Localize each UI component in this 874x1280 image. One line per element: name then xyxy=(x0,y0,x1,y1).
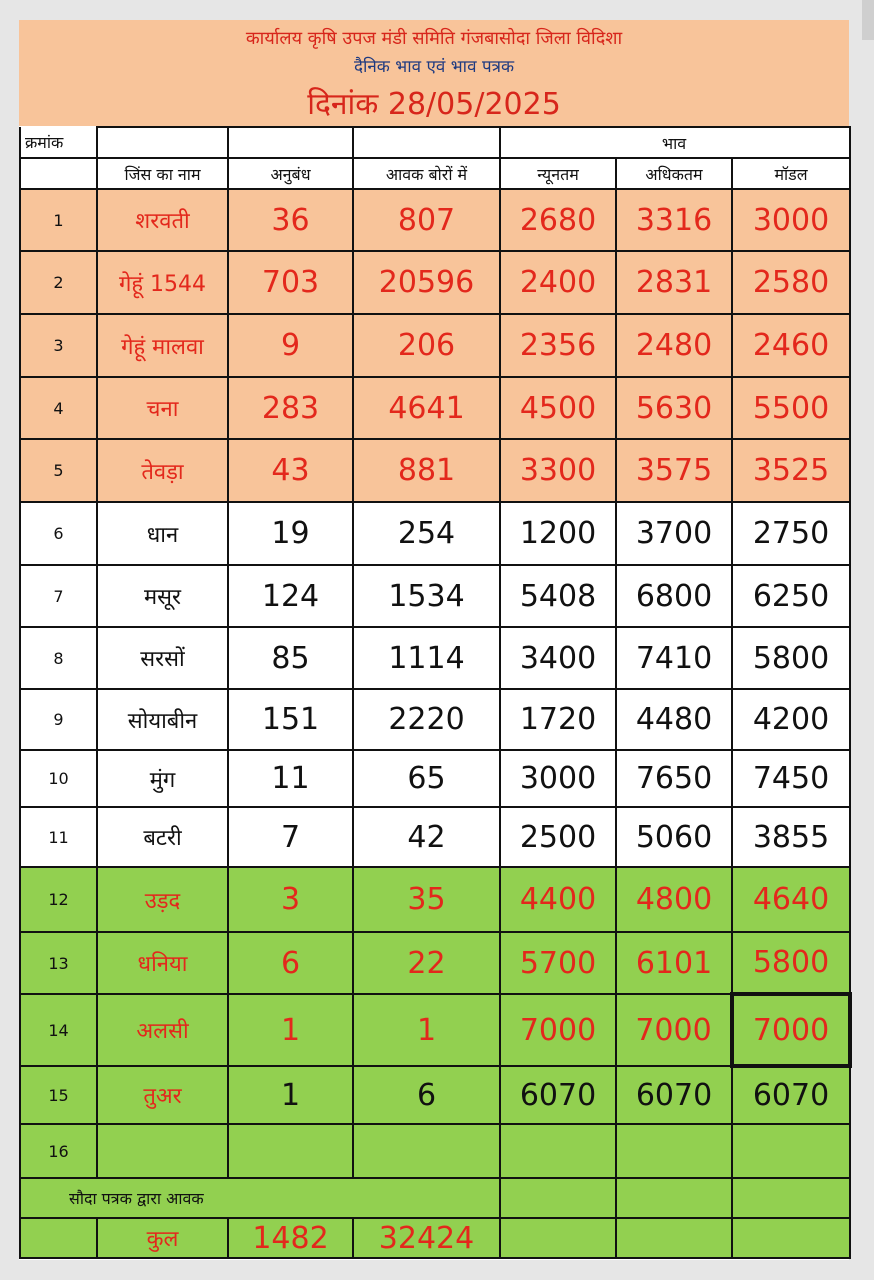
row-serial: 1 xyxy=(20,189,97,251)
empty-cell xyxy=(20,1218,97,1258)
row-contract: 6 xyxy=(228,932,353,994)
row-max-price: 2480 xyxy=(616,314,732,377)
table-row xyxy=(20,565,850,627)
selected-cell-modal-price[interactable]: 7000 xyxy=(732,994,850,1066)
row-modal-price: 2750 xyxy=(732,502,850,565)
row-crop-name: सरसों xyxy=(97,627,228,689)
row-crop-name: मुंग xyxy=(97,750,228,807)
row-contract: 19 xyxy=(228,502,353,565)
row-max-price: 5630 xyxy=(616,377,732,439)
row-max-price: 5060 xyxy=(616,807,732,867)
row-max-price: 4480 xyxy=(616,689,732,750)
empty-cell xyxy=(732,1178,850,1218)
row-crop-name: शरवती xyxy=(97,189,228,251)
row-max-price: 6101 xyxy=(616,932,732,994)
empty-cell xyxy=(353,1124,500,1178)
total-arrival: 32424 xyxy=(353,1218,500,1258)
row-min-price: 2500 xyxy=(500,807,616,867)
row-modal-price: 4200 xyxy=(732,689,850,750)
row-min-price: 7000 xyxy=(500,994,616,1066)
total-row xyxy=(20,1218,850,1258)
row-modal-price: 3000 xyxy=(732,189,850,251)
row-contract: 36 xyxy=(228,189,353,251)
empty-cell xyxy=(732,1124,850,1178)
row-serial: 9 xyxy=(20,689,97,750)
row-max-price: 3575 xyxy=(616,439,732,502)
row-contract: 151 xyxy=(228,689,353,750)
row-contract: 1 xyxy=(228,1066,353,1124)
row-contract: 124 xyxy=(228,565,353,627)
row-max-price: 7000 xyxy=(616,994,732,1066)
row-serial: 7 xyxy=(20,565,97,627)
header-blank xyxy=(97,127,228,158)
header-blank xyxy=(732,127,850,158)
row-arrival: 20596 xyxy=(353,251,500,314)
row-modal-price: 5800 xyxy=(732,932,850,994)
table-row xyxy=(20,251,850,314)
table-row xyxy=(20,377,850,439)
empty-cell xyxy=(500,1218,616,1258)
row-crop-name: तेवड़ा xyxy=(97,439,228,502)
row-contract: 7 xyxy=(228,807,353,867)
row-contract: 11 xyxy=(228,750,353,807)
empty-cell xyxy=(616,1178,732,1218)
row-contract: 283 xyxy=(228,377,353,439)
row-max-price: 3316 xyxy=(616,189,732,251)
row-min-price: 3300 xyxy=(500,439,616,502)
row-modal-price: 5800 xyxy=(732,627,850,689)
row-min-price: 5408 xyxy=(500,565,616,627)
row-crop-name: बटरी xyxy=(97,807,228,867)
row-arrival: 22 xyxy=(353,932,500,994)
row-modal-price: 6070 xyxy=(732,1066,850,1124)
row-arrival: 1 xyxy=(353,994,500,1066)
row-crop-name: सोयाबीन xyxy=(97,689,228,750)
col-crop-header: जिंस का नाम xyxy=(97,158,228,189)
header-blank xyxy=(228,127,353,158)
table-row xyxy=(20,627,850,689)
row-contract: 85 xyxy=(228,627,353,689)
empty-cell xyxy=(732,1218,850,1258)
sheet-subtitle: दैनिक भाव एवं भाव पत्रक xyxy=(353,57,515,77)
row-crop-name: अलसी xyxy=(97,994,228,1066)
row-serial: 5 xyxy=(20,439,97,502)
row-min-price: 2356 xyxy=(500,314,616,377)
row-serial: 2 xyxy=(20,251,97,314)
row-max-price: 6800 xyxy=(616,565,732,627)
row-crop-name: धान xyxy=(97,502,228,565)
header-row-top xyxy=(20,127,850,158)
total-contract: 1482 xyxy=(228,1218,353,1258)
col-arrival-header: आवक बोरों में xyxy=(353,158,500,189)
row-crop-name: धनिया xyxy=(97,932,228,994)
table-row-empty xyxy=(20,1124,850,1178)
sauda-patrak-row xyxy=(20,1178,850,1218)
scrollbar[interactable] xyxy=(862,0,874,40)
row-arrival: 881 xyxy=(353,439,500,502)
total-label: कुल xyxy=(97,1218,228,1258)
row-max-price: 7650 xyxy=(616,750,732,807)
col-min-header: न्यूनतम xyxy=(500,158,616,189)
row-min-price: 2400 xyxy=(500,251,616,314)
row-modal-price: 2580 xyxy=(732,251,850,314)
table-row xyxy=(20,689,850,750)
row-contract: 9 xyxy=(228,314,353,377)
row-max-price: 2831 xyxy=(616,251,732,314)
table-row xyxy=(20,502,850,565)
row-crop-name: चना xyxy=(97,377,228,439)
row-contract: 1 xyxy=(228,994,353,1066)
empty-cell xyxy=(500,1124,616,1178)
col-max-header: अधिकतम xyxy=(616,158,732,189)
row-serial: 15 xyxy=(20,1066,97,1124)
row-arrival: 6 xyxy=(353,1066,500,1124)
sheet-header xyxy=(19,20,849,126)
sauda-patrak-label: सौदा पत्रक द्वारा आवक xyxy=(20,1178,500,1218)
office-title: कार्यालय कृषि उपज मंडी समिति गंजबासोदा जिला विदिशा xyxy=(245,28,623,49)
row-arrival: 807 xyxy=(353,189,500,251)
header-row-bottom xyxy=(20,158,850,189)
row-modal-price: 2460 xyxy=(732,314,850,377)
row-min-price: 4400 xyxy=(500,867,616,932)
row-serial: 4 xyxy=(20,377,97,439)
row-contract: 3 xyxy=(228,867,353,932)
table-row xyxy=(20,1066,850,1124)
row-arrival: 2220 xyxy=(353,689,500,750)
table-row xyxy=(20,994,850,1066)
empty-cell xyxy=(616,1218,732,1258)
row-min-price: 4500 xyxy=(500,377,616,439)
row-min-price: 6070 xyxy=(500,1066,616,1124)
row-crop-name: उड़द xyxy=(97,867,228,932)
empty-cell xyxy=(616,1124,732,1178)
empty-cell xyxy=(228,1124,353,1178)
price-sheet-page xyxy=(19,20,849,1260)
row-arrival: 35 xyxy=(353,867,500,932)
row-min-price: 1720 xyxy=(500,689,616,750)
row-arrival: 206 xyxy=(353,314,500,377)
row-serial: 3 xyxy=(20,314,97,377)
col-modal-header: मॉडल xyxy=(732,158,850,189)
col-contract-header: अनुबंध xyxy=(228,158,353,189)
empty-cell xyxy=(97,1124,228,1178)
row-serial: 16 xyxy=(20,1124,97,1178)
row-modal-price: 7450 xyxy=(732,750,850,807)
table-row xyxy=(20,189,850,251)
row-crop-name: गेहूं मालवा xyxy=(97,314,228,377)
row-modal-price: 5500 xyxy=(732,377,850,439)
row-arrival: 254 xyxy=(353,502,500,565)
row-serial: 13 xyxy=(20,932,97,994)
row-serial: 11 xyxy=(20,807,97,867)
header-blank xyxy=(500,127,616,158)
header-blank xyxy=(353,127,500,158)
row-modal-price: 6250 xyxy=(732,565,850,627)
row-max-price: 3700 xyxy=(616,502,732,565)
table-row xyxy=(20,314,850,377)
table-row xyxy=(20,750,850,807)
row-modal-price: 3855 xyxy=(732,807,850,867)
row-contract: 703 xyxy=(228,251,353,314)
row-serial: 8 xyxy=(20,627,97,689)
header-blank xyxy=(20,158,97,189)
row-max-price: 4800 xyxy=(616,867,732,932)
row-serial: 6 xyxy=(20,502,97,565)
table-row xyxy=(20,932,850,994)
row-arrival: 65 xyxy=(353,750,500,807)
row-min-price: 3400 xyxy=(500,627,616,689)
sheet-date: दिनांक 28/05/2025 xyxy=(307,87,561,122)
row-serial: 14 xyxy=(20,994,97,1066)
row-arrival: 1114 xyxy=(353,627,500,689)
row-arrival: 42 xyxy=(353,807,500,867)
row-crop-name: मसूर xyxy=(97,565,228,627)
row-serial: 10 xyxy=(20,750,97,807)
row-min-price: 5700 xyxy=(500,932,616,994)
row-arrival: 1534 xyxy=(353,565,500,627)
row-serial: 12 xyxy=(20,867,97,932)
col-serial-header: क्रमांक xyxy=(20,127,97,158)
table-row xyxy=(20,867,850,932)
table-row xyxy=(20,439,850,502)
col-price-group-header: भाव xyxy=(616,127,732,158)
row-crop-name: गेहूं 1544 xyxy=(97,251,228,314)
row-modal-price: 3525 xyxy=(732,439,850,502)
row-modal-price: 4640 xyxy=(732,867,850,932)
row-crop-name: तुअर xyxy=(97,1066,228,1124)
row-arrival: 4641 xyxy=(353,377,500,439)
row-max-price: 6070 xyxy=(616,1066,732,1124)
row-min-price: 3000 xyxy=(500,750,616,807)
empty-cell xyxy=(500,1178,616,1218)
row-min-price: 2680 xyxy=(500,189,616,251)
row-contract: 43 xyxy=(228,439,353,502)
row-min-price: 1200 xyxy=(500,502,616,565)
row-max-price: 7410 xyxy=(616,627,732,689)
table-row xyxy=(20,807,850,867)
price-table xyxy=(19,126,852,1259)
